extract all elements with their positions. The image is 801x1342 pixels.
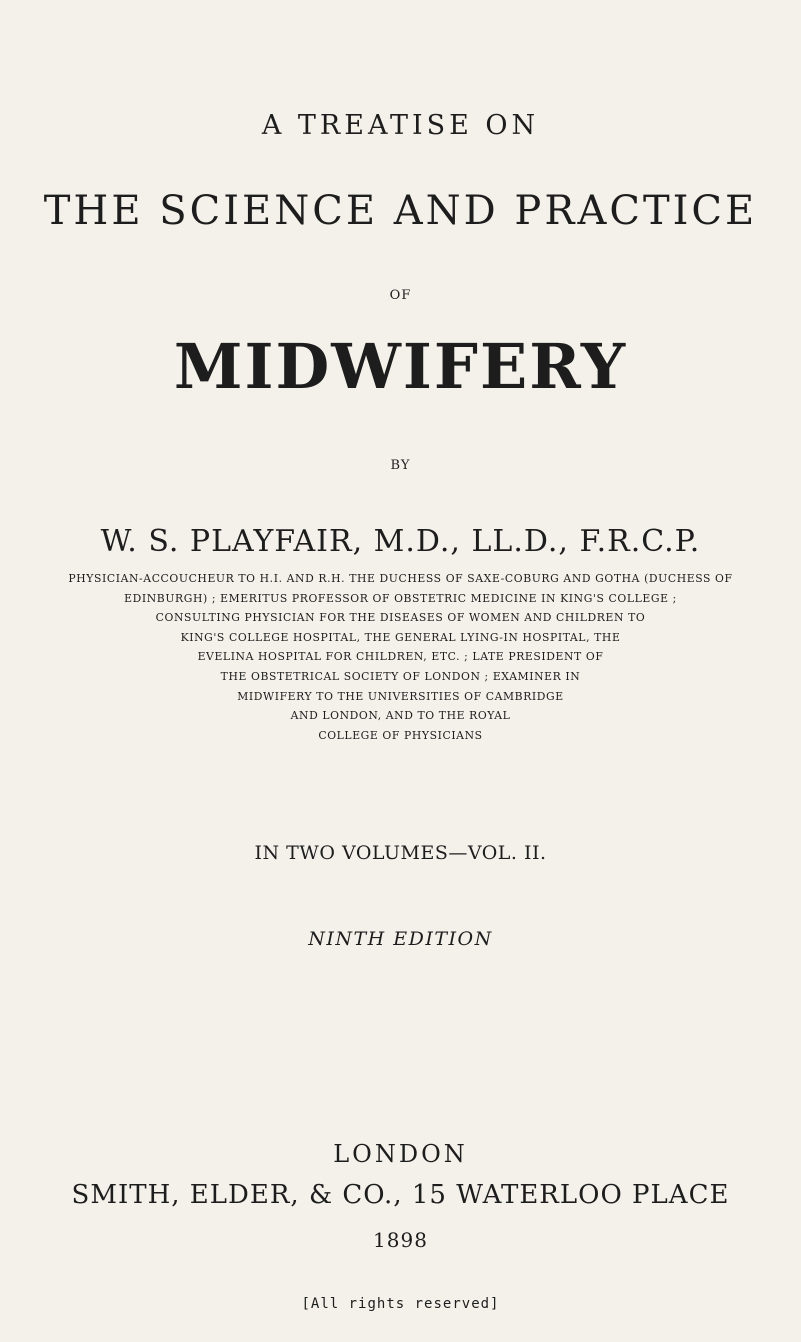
credentials-line: THE OBSTETRICAL SOCIETY OF LONDON ; EXAMINER IN bbox=[220, 669, 581, 683]
credentials-line: CONSULTING PHYSICIAN FOR THE DISEASES OF WOMEN AND CHILDREN TO bbox=[155, 611, 646, 625]
rights-notice: [All rights reserved] bbox=[301, 1296, 500, 1312]
title-of: OF bbox=[389, 288, 412, 303]
main-title: MIDWIFERY bbox=[173, 330, 628, 403]
credentials-line: PHYSICIAN-ACCOUCHEUR TO H.I. AND R.H. THE DUCHESS OF SAXE-COBURG AND GOTHA (DUCHESS OF bbox=[68, 572, 733, 585]
credentials-line: AND LONDON, AND TO THE ROYAL bbox=[290, 709, 511, 723]
publication-year: 1898 bbox=[373, 1228, 428, 1252]
by-label: BY bbox=[390, 458, 411, 473]
author-name: W. S. PLAYFAIR, M.D., LL.D., F.R.C.P. bbox=[100, 524, 701, 559]
author-credentials bbox=[0, 569, 801, 745]
credentials-line: EVELINA HOSPITAL FOR CHILDREN, ETC. ; LATE PRESIDENT OF bbox=[197, 650, 604, 664]
title-line-1: A TREATISE ON bbox=[261, 110, 540, 141]
credentials-line: EDINBURGH) ; EMERITUS PROFESSOR OF OBSTETRIC MEDICINE IN KING'S COLLEGE ; bbox=[124, 591, 677, 605]
title-line-2: THE SCIENCE AND PRACTICE bbox=[43, 188, 758, 234]
publisher-line: SMITH, ELDER, & CO., 15 WATERLOO PLACE bbox=[71, 1180, 730, 1210]
credentials-line: MIDWIFERY TO THE UNIVERSITIES OF CAMBRIDGE bbox=[237, 689, 564, 703]
edition-label: NINTH EDITION bbox=[308, 928, 493, 950]
credentials-line: KING'S COLLEGE HOSPITAL, THE GENERAL LYING-IN HOSPITAL, THE bbox=[180, 630, 621, 644]
imprint-city: LONDON bbox=[333, 1140, 468, 1168]
credentials-line: COLLEGE OF PHYSICIANS bbox=[318, 728, 483, 742]
volume-info: IN TWO VOLUMES—VOL. II. bbox=[254, 842, 547, 864]
